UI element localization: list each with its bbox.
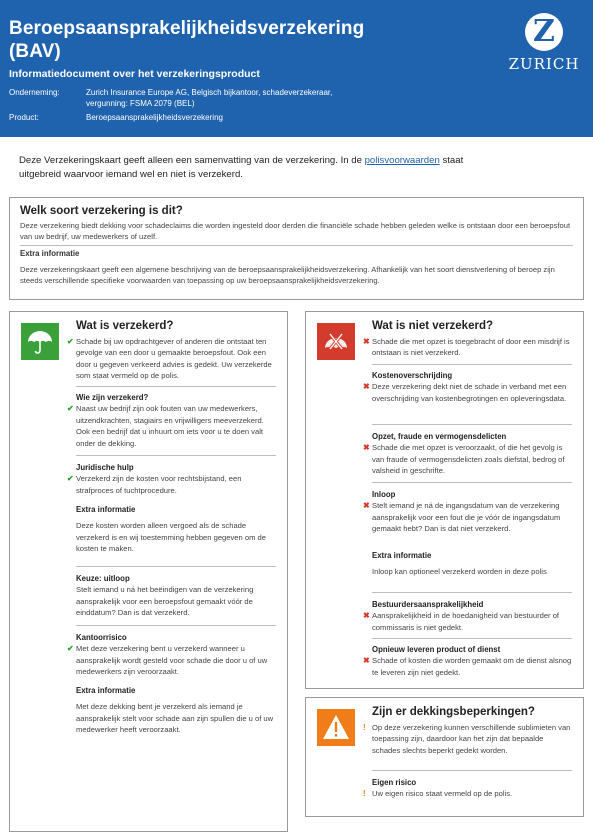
covered-item-title: Juridische hulp <box>76 463 134 472</box>
limits-box <box>305 697 584 817</box>
document-title: Beroepsaansprakelijkheidsverzekering (BAV) <box>9 18 365 62</box>
warning-icon <box>317 709 355 746</box>
not-covered-item-title: Kostenoverschrijding <box>372 371 453 380</box>
covered-item: Keuze: uitloop Stelt iemand u ná het beëindigen van de verzekering aansprakelijk voor een beroepsfout gemaakt vóór de einddatum? Dan is dat verzekerd. <box>76 573 276 619</box>
cross-icon: ✖ <box>363 443 370 452</box>
not-covered-item-title: Opzet, fraude en vermogensdelicten <box>372 432 507 441</box>
zurich-logo <box>506 13 582 73</box>
product-label: Product: <box>9 113 39 122</box>
check-icon: ✔ <box>67 404 74 413</box>
divider <box>372 770 572 771</box>
divider <box>372 592 572 593</box>
exclamation-icon: ! <box>363 723 366 732</box>
exclamation-icon: ! <box>363 789 366 798</box>
cross-icon: ✖ <box>363 656 370 665</box>
company-value: Zurich Insurance Europe AG, Belgisch bijkantoor, schadeverzekeraar, vergunning: FSMA 2079 (BEL) <box>86 88 333 108</box>
covered-item: Kantoorrisico ✔ Met deze verzekering bent u verzekerd wanneer u aansprakelijk wordt gesteld voor schade die door u of uw medewerkers zijn veroorzaakt. <box>76 632 276 678</box>
policy-conditions-link[interactable]: polisvoorwaarden <box>364 155 440 166</box>
divider <box>372 638 572 639</box>
insurance-type-extra-label: Extra informatie <box>20 249 80 258</box>
zurich-logo-mark: Z <box>525 13 563 51</box>
intro-paragraph <box>19 154 479 182</box>
divider <box>20 245 573 246</box>
company-label: Onderneming: <box>9 88 60 97</box>
covered-item: Juridische hulp ✔ Verzekerd zijn de kosten voor rechtsbijstand, een strafproces of tuchtprocedure. <box>76 462 276 496</box>
divider <box>76 625 276 626</box>
not-covered-box <box>305 311 584 689</box>
covered-item-title: Keuze: uitloop <box>76 574 130 583</box>
covered-extra-info: Extra informatie Deze kosten worden alleen vergoed als de schade verzekerd is en wij toestemming hebben gegeven om de kosten te maken. <box>76 504 276 555</box>
insurance-type-title: Welk soort verzekering is dit? <box>20 205 183 217</box>
cross-icon: ✖ <box>363 337 370 346</box>
insurance-type-text: Deze verzekering biedt dekking voor schadeclaims die worden ingesteld door derden die financiële schade hebben geleden welke is ontstaan door een beroepsfout van uw bedrijf, uw medewerkers of uzelf. <box>20 221 571 242</box>
limits-title: Zijn er dekkingsbeperkingen? <box>372 706 535 718</box>
not-covered-item-title: Bestuurdersaansprakelijkheid <box>372 600 484 609</box>
covered-extra-title: Extra informatie <box>76 686 136 695</box>
covered-extra-title: Extra informatie <box>76 505 136 514</box>
intro-text-before: Deze Verzekeringskaart geeft alleen een samenvatting van de verzekering. In de <box>19 155 365 166</box>
not-covered-extra-title: Extra informatie <box>372 551 432 560</box>
document-subtitle: Informatiedocument over het verzekeringsproduct <box>9 68 260 80</box>
covered-extra-info: Extra informatie Met deze dekking bent je verzekerd als iemand je aansprakelijk stelt voor schade aan zijn spullen die u of uw medewerker heeft veroorzaakt. <box>76 685 276 736</box>
not-covered-item: Opnieuw leveren product of dienst ✖ Schade of kosten die worden gemaakt om de dienst alsnog te leveren zijn niet gedekt. <box>363 645 572 677</box>
insurance-type-extra-text: Deze verzekeringskaart geeft een algemene beschrijving van de beroepsaansprakelijkheidsverzekering. Afhankelijk van het soort dienstverlening of beroep zijn steeds verschillende specifieke voorwaarden van toepassing op uw beroepsaansprakelijkheidsverzekering. <box>20 265 555 286</box>
covered-item: Wie zijn verzekerd? ✔ Naast uw bedrijf zijn ook fouten van uw medewerkers, uitzendkrachten, stagiairs en vrijwilligers meeverzekerd. Ook een bedrijf dat u inhuurt om iets voor u te doen valt onder de dekking. <box>76 392 276 449</box>
not-covered-item: Inloop ✖ Stelt iemand je ná de ingangsdatum van de verzekering aansprakelijk voor een fout die je vóór de ingangsdatum gemaakt hebt? Dan is dat niet verzekerd. <box>372 489 572 535</box>
divider <box>76 386 276 387</box>
check-icon: ✔ <box>67 474 74 483</box>
not-covered-item: Kostenoverschrijding ✖ Deze verzekering dekt niet de schade in verband met een overschrijding van kostenbegrotingen en opleveringsdata. <box>372 370 572 404</box>
not-covered-title: Wat is niet verzekerd? <box>372 320 494 332</box>
divider <box>76 455 276 456</box>
divider <box>372 364 572 365</box>
covered-item-title: Kantoorrisico <box>76 633 127 642</box>
covered-box <box>9 311 288 832</box>
check-icon: ✔ <box>67 644 74 653</box>
cross-icon: ✖ <box>363 611 370 620</box>
not-covered-item-title: Inloop <box>372 490 396 499</box>
cross-icon: ✖ <box>363 501 370 510</box>
not-covered-item: ✖ Schade die met opzet is toegebracht of door een misdrijf is ontstaan is niet verzekerd. <box>363 337 570 358</box>
divider <box>76 566 276 567</box>
covered-item-title: Wie zijn verzekerd? <box>76 393 149 402</box>
umbrella-icon <box>21 323 59 360</box>
divider <box>372 482 572 483</box>
covered-item: ✔ Schade bij uw opdrachtgever of anderen die ontstaat ten gevolge van een door u gemaakte beroepsfout. Ook een door u gegeven verkeerd advies is gedekt. Uw verzekerde som staat vermeld op de polis. <box>67 337 272 381</box>
zurich-logo-word: ZURICH <box>508 55 580 73</box>
product-value: Beroepsaansprakelijkheidsverzekering <box>86 113 223 122</box>
covered-title: Wat is verzekerd? <box>76 320 174 332</box>
cross-icon: ✖ <box>363 382 370 391</box>
not-covered-item: Bestuurdersaansprakelijkheid ✖ Aansprakelijkheid in de hoedanigheid van bestuurder of commissaris is niet gedekt. <box>372 599 572 633</box>
not-covered-item: Opzet, fraude en vermogensdelicten ✖ Schade die met opzet is veroorzaakt, of die het gevolg is van fraude of vermogensdelicten zoals diefstal, bedrog of valsheid in geschrifte. <box>372 431 572 477</box>
header-banner <box>0 0 593 137</box>
check-icon: ✔ <box>67 337 74 346</box>
divider <box>372 424 572 425</box>
limits-item-title: Eigen risico <box>372 778 417 787</box>
limits-item: Eigen risico ! Uw eigen risico staat vermeld op de polis. <box>372 777 572 800</box>
limits-item: ! Op deze verzekering kunnen verschillende sublimieten van toepassing zijn, daardoor kan het zijn dat bepaalde schades slechts beperkt gedekt worden. <box>363 723 571 755</box>
not-covered-extra-info: Extra informatie Inloop kan optioneel verzekerd worden in deze polis <box>372 550 572 578</box>
insurance-type-box <box>9 197 584 300</box>
not-covered-item-title: Opnieuw leveren product of dienst <box>372 645 501 654</box>
cross-umbrella-icon <box>317 323 355 360</box>
intro-text-after: staat uitgebreid waarvoor iemand wel en niet is verzekerd. <box>19 155 464 180</box>
